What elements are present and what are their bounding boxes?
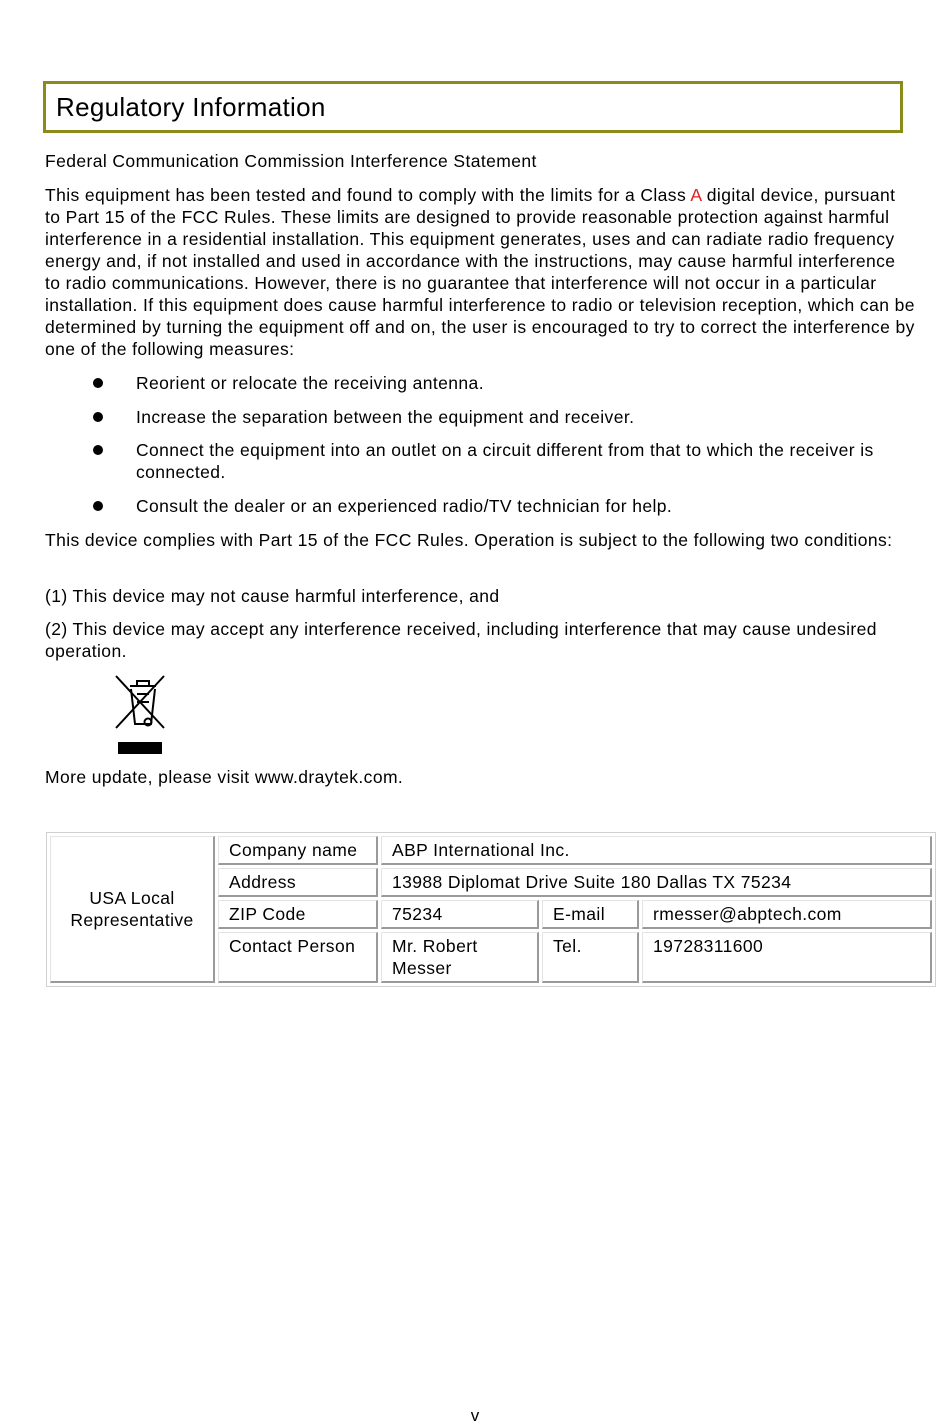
company-value: ABP International Inc.: [381, 836, 932, 865]
bullet-dot-icon: [93, 378, 103, 388]
company-label: Company name: [218, 836, 378, 865]
bullet-dot-icon: [93, 445, 103, 455]
representative-label: USA Local Representative: [50, 836, 215, 983]
bullet-dot-icon: [93, 412, 103, 422]
zip-label: ZIP Code: [218, 900, 378, 929]
contact-value: Mr. Robert Messer: [381, 932, 539, 983]
zip-value: 75234: [381, 900, 539, 929]
section-title: Regulatory Information: [43, 81, 903, 133]
subtitle: Federal Communication Commission Interference Statement: [45, 151, 537, 171]
bullet-dot-icon: [93, 501, 103, 511]
email-value: rmesser@abptech.com: [642, 900, 932, 929]
table-row: [50, 836, 932, 865]
bullet-text: Connect the equipment into an outlet on a circuit different from that to which the receiver is connected.: [136, 440, 874, 482]
condition-1: (1) This device may not cause harmful interference, and: [45, 586, 500, 606]
address-label: Address: [218, 868, 378, 897]
tel-label: Tel.: [542, 932, 639, 983]
crossed-out-wheelie-bin-icon: [110, 672, 170, 756]
fcc-paragraph-before: This equipment has been tested and found to comply with the limits for a Class: [45, 185, 691, 205]
tel-value: 19728311600: [642, 932, 932, 983]
representative-table: [46, 832, 936, 987]
compliance-paragraph: This device complies with Part 15 of the FCC Rules. Operation is subject to the following two conditions:: [45, 530, 893, 550]
page-number: v: [470, 1406, 480, 1425]
bullet-text: Consult the dealer or an experienced radio/TV technician for help.: [136, 496, 673, 516]
class-highlight: A: [690, 185, 702, 205]
fcc-paragraph: [45, 184, 915, 360]
condition-2: (2) This device may accept any interference received, including interference that may cause undesired operation.: [45, 619, 877, 661]
bullet-text: Increase the separation between the equipment and receiver.: [136, 407, 635, 427]
contact-label: Contact Person: [218, 932, 378, 983]
address-value: 13988 Diplomat Drive Suite 180 Dallas TX 75234: [381, 868, 932, 897]
fcc-paragraph-after: digital device, pursuant to Part 15 of the FCC Rules. These limits are designed to provide reasonable protection against harmful interference in a residential installation. This equipment generates, uses and can radiate radio frequency energy and, if not installed and used in accordance with the instructions, may cause harmful interference to radio communications. However, there is no guarantee that interference will not occur in a particular installation. If this equipment does cause harmful interference to radio or television reception, which can be determined by turning the equipment off and on, the user is encouraged to try to correct the interference by one of the following measures:: [45, 185, 915, 359]
bullet-text: Reorient or relocate the receiving antenna.: [136, 373, 484, 393]
update-text: More update, please visit www.draytek.com.: [45, 767, 404, 787]
email-label: E-mail: [542, 900, 639, 929]
